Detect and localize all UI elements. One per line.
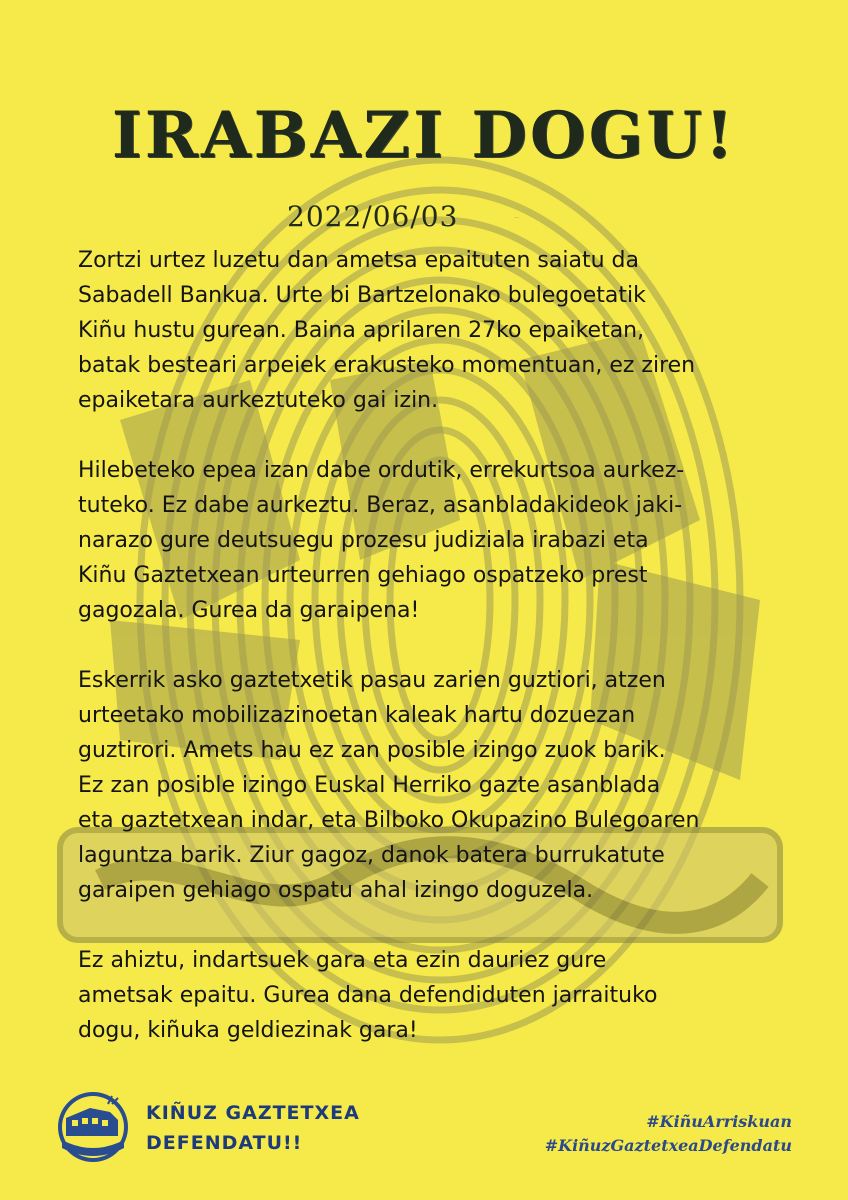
paragraph-1: Zortzi urtez luzetu dan ametsa epaituten saiatu da Sabadell Bankua. Urte bi Bartzelonako bulegoetatik Kiñu hustu gurean. Baina aprilaren 27ko epaiketan, batak besteari arpeiek erakusteko momentuan, ez ziren epaiketara aurkeztuteko gai izin. <box>78 248 696 413</box>
paragraph-3: Eskerrik asko gaztetxetik pasau zarien guztiori, atzen urteetako mobilizazinoetan kaleak hartu dozuezan guztirori. Amets hau ez zan posible izingo zuok barik. Ez zan posible izingo Euskal Herriko gazte asanblada eta gaztetxean indar, eta Bilboko Okupazino Bulegoaren laguntza barik. Ziur gagoz, danok batera burrukatute garaipen gehiago ospatu ahal izingo doguzela. <box>78 668 700 903</box>
hashtag-2: #KiñuzGaztetxeaDefendatu <box>544 1136 792 1155</box>
brand-text <box>146 1098 360 1158</box>
date-label: 2022/06/03 <box>287 200 459 233</box>
brand-line-1: KIÑUZ GAZTETXEA <box>146 1102 360 1124</box>
hashtag-1: #KiñuArriskuan <box>646 1112 792 1131</box>
kinu-building-logo-icon <box>56 1090 130 1164</box>
brand-line-2: DEFENDATU!! <box>146 1132 303 1154</box>
body-text <box>78 243 798 1083</box>
paragraph-2: Hilebeteko epea izan dabe ordutik, errekurtsoa aurkez- tuteko. Ez dabe aurkeztu. Beraz, asanbladakideok jaki- narazo gure deutsuegu prozesu judiziala irabazi eta Kiñu Gaztetxean urteurren gehiago ospatzeko prest gagozala. Gurea da garaipena! <box>78 458 685 623</box>
hashtags <box>545 1110 792 1158</box>
date-note: ... <box>515 214 519 219</box>
page-title: IRABAZI DOGU! <box>111 98 737 173</box>
paragraph-4: Ez ahiztu, indartsuek gara eta ezin dauriez gure ametsak epaitu. Gurea dana defendiduten jarraituko dogu, kiñuka geldiezinak gara! <box>78 948 658 1043</box>
